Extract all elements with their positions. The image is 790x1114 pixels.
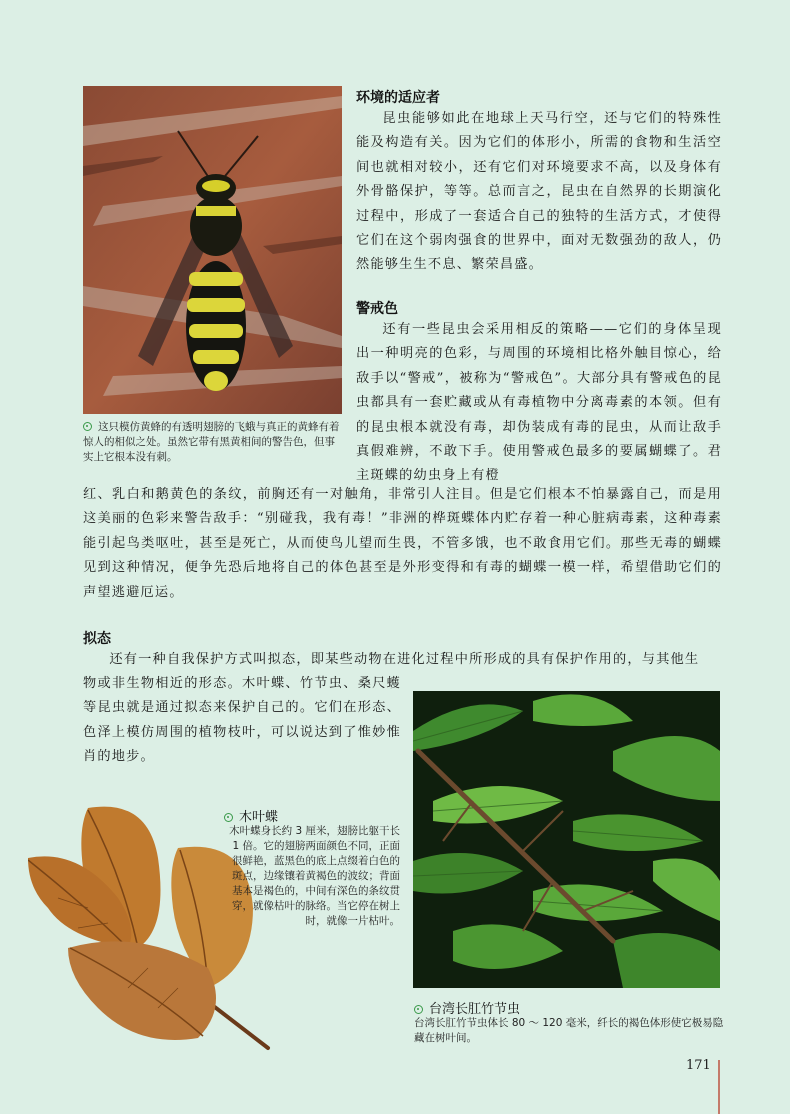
section-title-environment: 环境的适应者: [356, 90, 440, 106]
caption-bullet-icon: [83, 422, 92, 431]
stick-insect-photo: [413, 691, 720, 988]
stick-insect-title: 台湾长肛竹节虫: [414, 998, 520, 1017]
dead-leaf-butterfly-caption: 木叶蝶身长约 3 厘米，翅膀比躯干长 1 倍。它的翅膀两面颜色不同，正面很鲜艳，蓝黑色的底上点缀着白色的斑点，边缘镶着黄褐色的波纹；背面基本是褐色的，中间有深色的条纹贯穿，就像枯叶的脉络。当它停在树上时，就像一片枯叶。: [229, 825, 400, 927]
moth-caption: 这只模仿黄蜂的有透明翅膀的飞蛾与真正的黄蜂有着惊人的相似之处。虽然它带有黑黄相间的警告色，但事实上它根本没有刺。: [83, 421, 340, 463]
stick-insect-caption: 台湾长肛竹节虫体长 80 ～ 120 毫米，纤长的褐色体形使它极易隐藏在树叶间。: [414, 1017, 724, 1044]
page-number-rule: [718, 1060, 720, 1114]
moth-photo: [83, 86, 342, 414]
section-paragraph-mimicry-top: 还有一种自我保护方式叫拟态，即某些动物在进化过程中所形成的具有保护作用的，与其他生: [109, 652, 700, 667]
section-paragraph-environment: 昆虫能够如此在地球上天马行空，还与它们的特殊性能及构造有关。因为它们的体形小，所需的食物和生活空间也就相对较小，还有它们对环境要求不高，以及身体有外骨骼保护，等等。总而言之，昆虫在自然界的长期演化过程中，形成了一套适合自己的独特的生活方式，才使得它们在这个弱肉强食的世界中，面对无数强劲的敌人，仍然能够生生不息、繁荣昌盛。: [356, 111, 722, 273]
caption-bullet-icon: [224, 813, 233, 822]
section-title-warning-color: 警戒色: [356, 301, 398, 317]
section-paragraph-warning-top: 还有一些昆虫会采用相反的策略——它们的身体呈现出一种明亮的色彩，与周围的环境相比格外触目惊心，给敌手以“警戒”，被称为“警戒色”。大部分具有警戒色的昆虫都具有一套贮藏或从有毒植物中分离毒素的本领。但有的昆虫根本就没有毒，却伪装成有毒的昆虫，从而让敌手真假难辨，不敢下手。使用警戒色最多的要属蝴蝶了。君主斑蝶的幼虫身上有橙: [356, 322, 722, 484]
section-paragraph-warning-bottom: 红、乳白和鹅黄色的条纹，前胸还有一对触角，非常引人注目。但是它们根本不怕暴露自己，而是用这美丽的色彩来警告敌手：“别碰我，我有毒！”非洲的桦斑蝶体内贮存着一种心脏病毒素，这种毒素能引起鸟类呕吐，甚至是死亡，从而使鸟儿望而生畏，不管多饿，也不敢食用它们。那些无毒的蝴蝶见到这种情况，便争先恐后地将自己的体色甚至是外形变得和有毒的蝴蝶一模一样，希望借助它们的声望逃避厄运。: [83, 487, 722, 600]
caption-bullet-icon: [414, 1005, 423, 1014]
section-title-mimicry: 拟态: [83, 631, 111, 647]
page-number: 171: [686, 1058, 711, 1073]
section-paragraph-mimicry-bottom: 物或非生物相近的形态。木叶蝶、竹节虫、桑尺蠖等昆虫就是通过拟态来保护自己的。它们在形态、色泽上模仿周围的植物枝叶，可以说达到了惟妙惟肖的地步。: [83, 676, 401, 765]
dead-leaf-butterfly-title: 木叶蝶: [224, 806, 278, 825]
